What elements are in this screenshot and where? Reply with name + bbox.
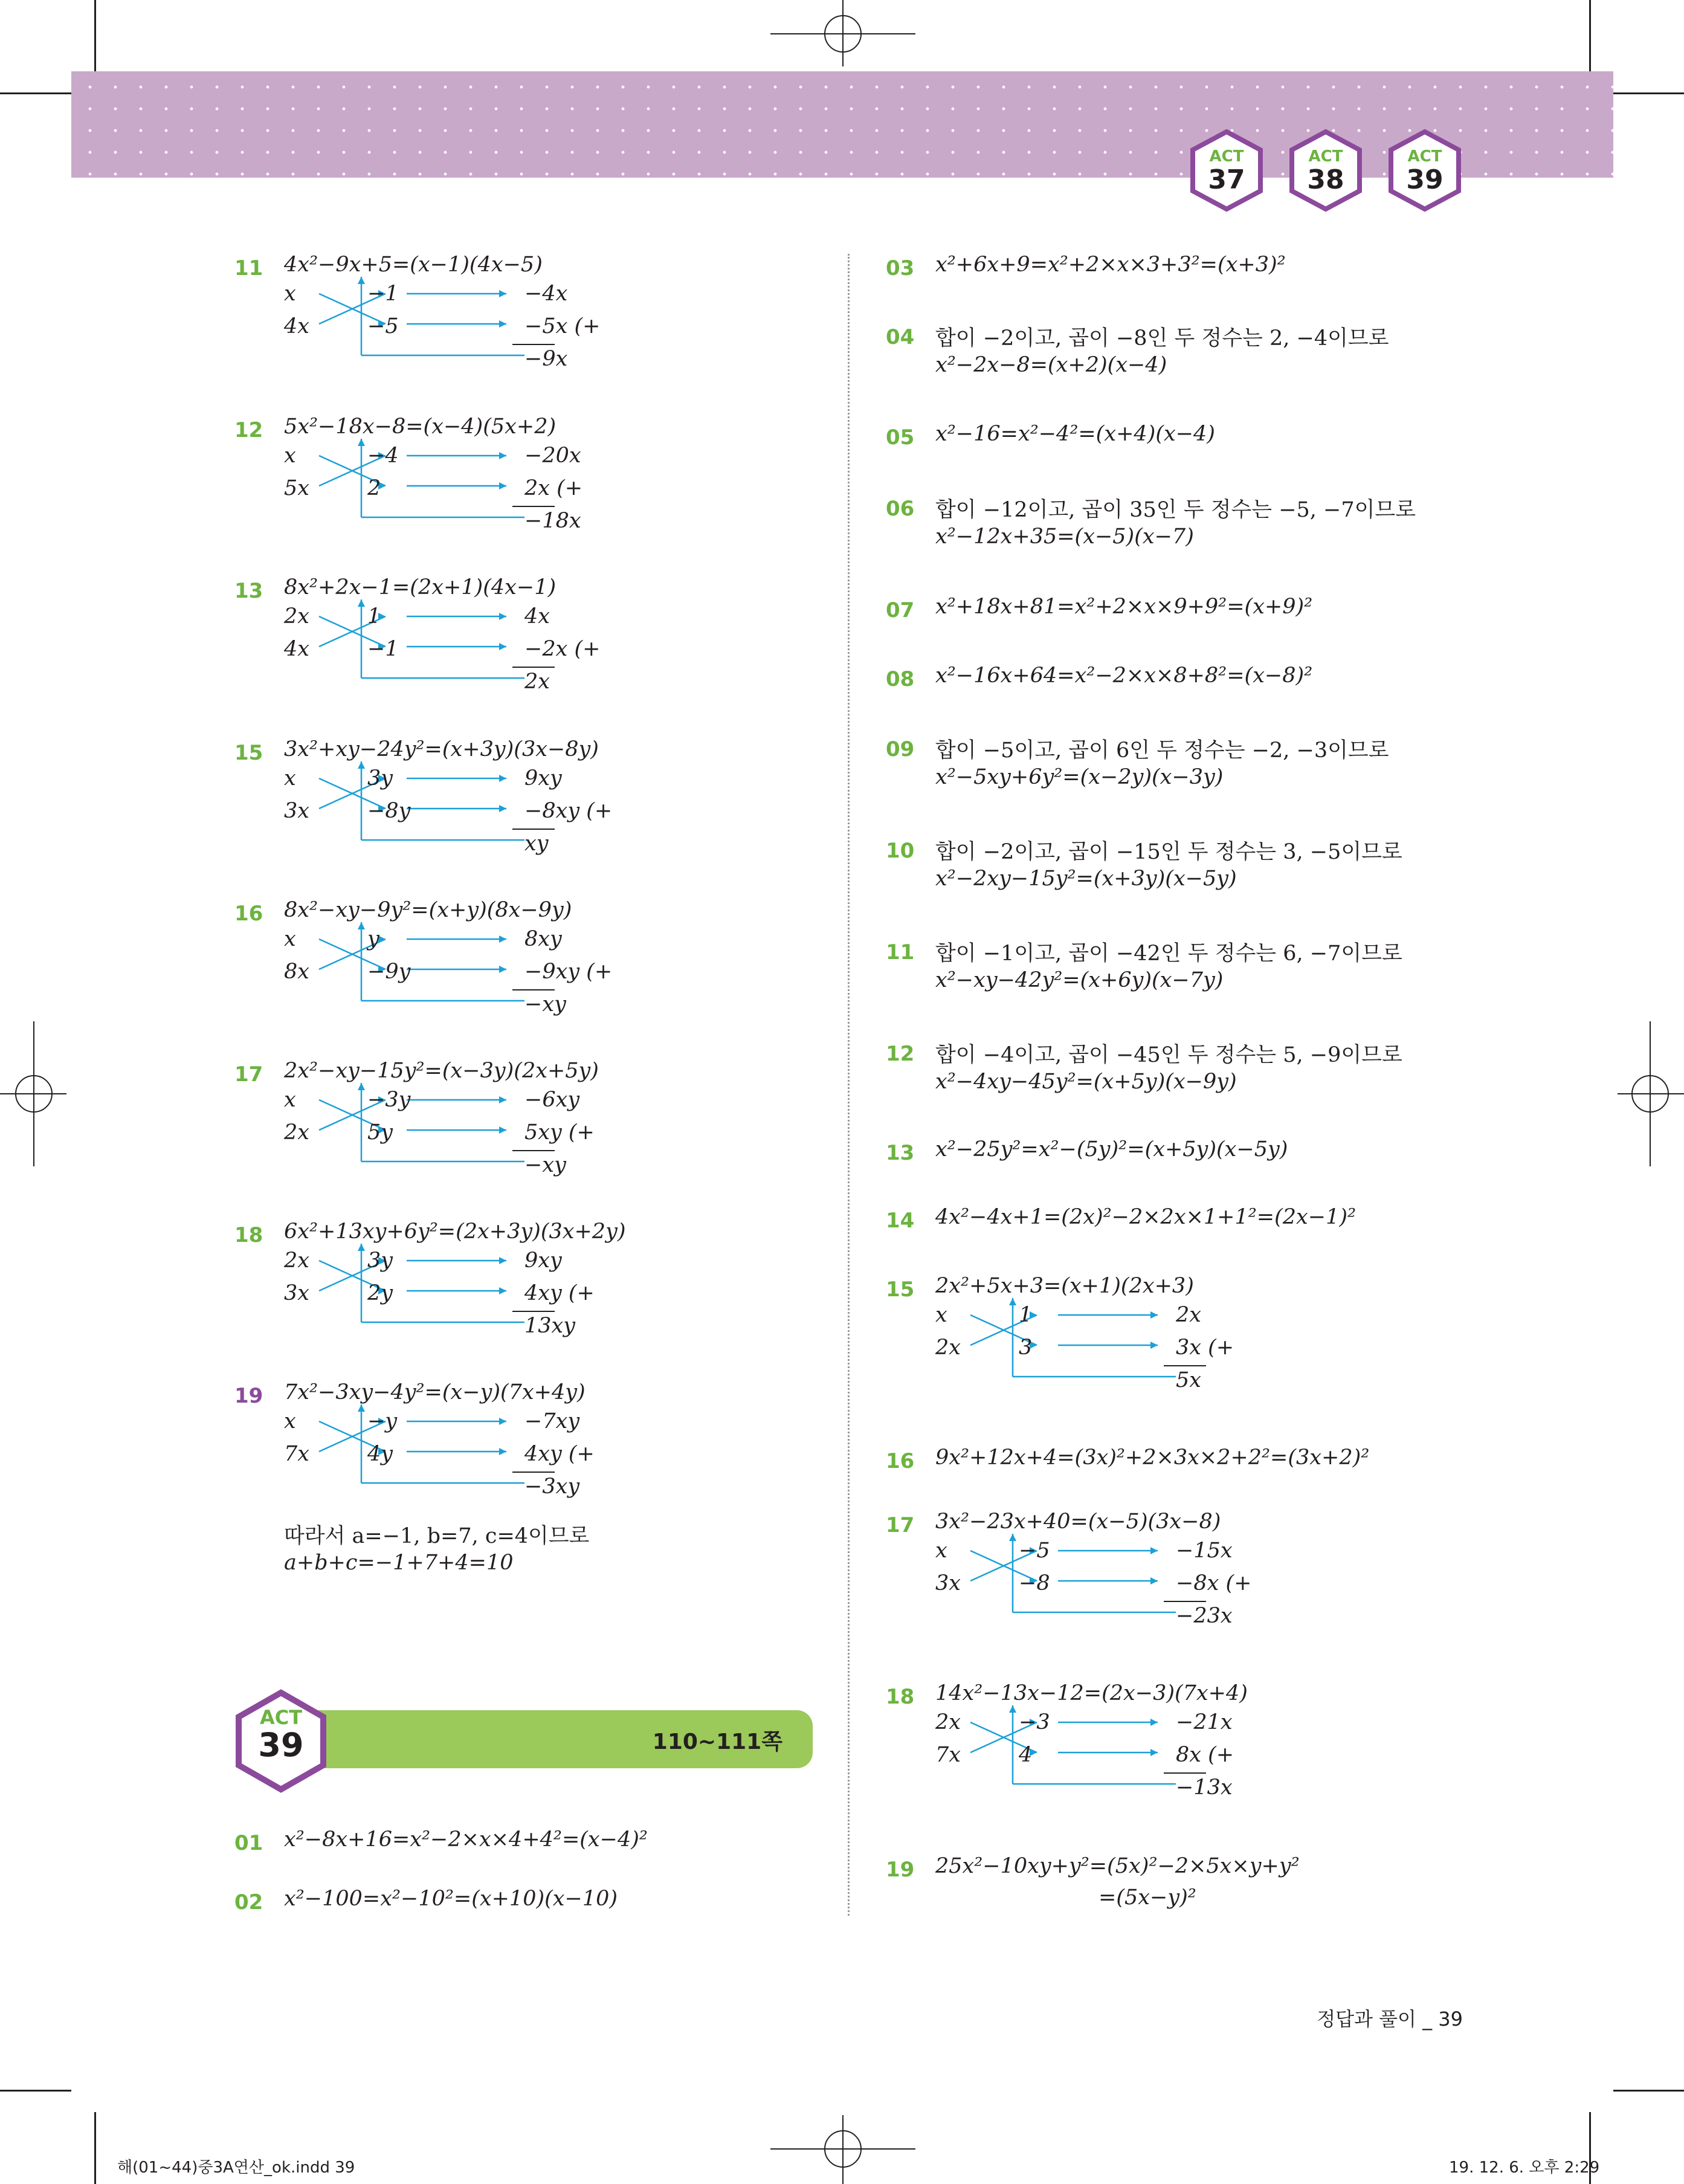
factor-right: −1 — [367, 282, 399, 306]
product-term: 2x (+ — [524, 476, 583, 500]
arrow-head — [1150, 1577, 1158, 1585]
equation: x²−100=x²−10²=(x+10)(x−10) — [284, 1887, 618, 1911]
item-number: 02 — [234, 1890, 263, 1914]
arrow-head — [358, 439, 365, 446]
product-term: −5x (+ — [524, 314, 601, 338]
registration-mark — [0, 1021, 66, 1166]
arrow-head — [499, 1287, 506, 1294]
problem-number: 19 — [234, 1384, 263, 1408]
arrow-head — [499, 320, 506, 328]
item-number: 03 — [886, 256, 915, 280]
problem-equation: 2x²−xy−15y²=(x−3y)(2x+5y) — [284, 1059, 599, 1083]
factor-left: x — [284, 766, 296, 790]
problem-equation: 7x²−3xy−4y²=(x−y)(7x+4y) — [284, 1380, 586, 1404]
arrow-head — [1150, 1719, 1158, 1726]
registration-mark — [770, 0, 915, 66]
crop-mark — [0, 2090, 71, 2092]
problem-number: 12 — [234, 418, 263, 442]
factor-right: 3 — [1019, 1336, 1033, 1360]
factor-right: 4y — [367, 1442, 393, 1466]
factor-right: −y — [367, 1409, 398, 1433]
factor-left: x — [284, 444, 296, 468]
act-number: 39 — [258, 1726, 304, 1764]
problem-number: 16 — [234, 902, 263, 926]
product-term: 4x — [524, 604, 550, 628]
problem-equation: 5x²−18x−8=(x−4)(5x+2) — [284, 415, 556, 439]
arrow-head — [499, 452, 506, 459]
product-term: −7xy — [524, 1409, 580, 1433]
timestamp: 19. 12. 6. 오후 2:29 — [1449, 2159, 1600, 2177]
product-term: 2x — [1176, 1303, 1202, 1327]
item-number: 12 — [886, 1042, 915, 1066]
factor-left: 7x — [935, 1743, 961, 1767]
act-badge-number: 38 — [1307, 164, 1344, 195]
item-line: x²+6x+9=x²+2×x×3+3²=(x+3)² — [935, 253, 1286, 277]
act-badge-number: 37 — [1208, 164, 1245, 195]
factor-left: 3x — [284, 1281, 310, 1305]
item-line: 4x²−4x+1=(2x)²−2×2x×1+1²=(2x−1)² — [935, 1205, 1357, 1229]
problem-equation: 8x²+2x−1=(2x+1)(4x−1) — [284, 575, 556, 599]
factor-left: 4x — [284, 314, 310, 338]
arrow-head — [499, 775, 506, 782]
product-term: 5xy (+ — [524, 1120, 595, 1145]
item-number: 01 — [234, 1831, 263, 1855]
arrow-head — [1150, 1547, 1158, 1554]
product-term: −13x — [1176, 1775, 1233, 1800]
item-number: 10 — [886, 839, 915, 863]
factor-right: −9y — [367, 960, 411, 984]
factor-left: x — [284, 282, 296, 306]
arrow-head — [499, 966, 506, 973]
crop-mark — [94, 2112, 96, 2184]
item-line: 합이 −5이고, 곱이 6인 두 정수는 −2, −3이므로 — [935, 738, 1389, 763]
factor-left: x — [935, 1303, 947, 1327]
arrow-head — [358, 922, 365, 929]
item-line: x²−12x+35=(x−5)(x−7) — [935, 525, 1194, 549]
item-number: 08 — [886, 667, 915, 691]
equation: =(5x−y)² — [1098, 1885, 1196, 1910]
product-term: −4x — [524, 282, 568, 306]
item-number: 13 — [886, 1141, 915, 1165]
factor-right: 3y — [367, 1249, 393, 1273]
arrow-head — [499, 1418, 506, 1425]
page-range: 110~111쪽 — [652, 1730, 782, 1754]
item-number: 14 — [886, 1209, 915, 1233]
act-badge-word: ACT — [1209, 147, 1244, 166]
item-number: 19 — [886, 1858, 915, 1882]
factor-left: 3x — [284, 799, 310, 823]
product-term: −6xy — [524, 1088, 580, 1112]
item-line: x²−4xy−45y²=(x+5y)(x−9y) — [935, 1070, 1237, 1094]
product-term: −18x — [524, 509, 581, 533]
arrow-head — [499, 1257, 506, 1264]
factor-left: 5x — [284, 476, 310, 500]
factor-right: −8 — [1019, 1571, 1050, 1595]
product-term: xy — [524, 832, 549, 856]
equation: x²−8x+16=x²−2×x×4+4²=(x−4)² — [284, 1827, 648, 1852]
act-badge-number: 39 — [1406, 164, 1444, 195]
arrow-head — [1009, 1298, 1016, 1305]
product-term: −15x — [1176, 1539, 1233, 1563]
arrow-head — [499, 643, 506, 650]
factor-left: 2x — [935, 1710, 961, 1734]
cross-diagram — [301, 761, 555, 864]
arrow-head — [1150, 1749, 1158, 1756]
cross-diagram — [301, 599, 555, 702]
cross-diagram — [301, 1083, 555, 1186]
factor-left: x — [284, 1088, 296, 1112]
problem-number: 17 — [234, 1062, 263, 1087]
factor-right: −1 — [367, 637, 399, 661]
arrow-head — [1150, 1311, 1158, 1319]
problem-equation: 4x²−9x+5=(x−1)(4x−5) — [284, 253, 543, 277]
item-line: 합이 −2이고, 곱이 −15인 두 정수는 3, −5이므로 — [935, 840, 1402, 864]
product-term: 2x — [524, 670, 550, 694]
problem-equation: 3x²+xy−24y²=(x+3y)(3x−8y) — [284, 737, 599, 761]
item-line: 합이 −2이고, 곱이 −8인 두 정수는 2, −4이므로 — [935, 326, 1389, 351]
item-line: 합이 −4이고, 곱이 −45인 두 정수는 5, −9이므로 — [935, 1043, 1402, 1067]
product-term: −9x — [524, 347, 568, 371]
conclusion-line: 따라서 a=−1, b=7, c=4이므로 — [284, 1524, 590, 1548]
factor-right: 1 — [367, 604, 381, 628]
item-line: x²−16x+64=x²−2×x×8+8²=(x−8)² — [935, 664, 1313, 688]
problem-number: 15 — [886, 1278, 915, 1302]
problem-number: 18 — [886, 1685, 915, 1709]
product-term: 9xy — [524, 1249, 562, 1273]
problem-number: 17 — [886, 1513, 915, 1537]
product-term: 8x (+ — [1176, 1743, 1234, 1767]
factor-left: 2x — [284, 1120, 310, 1145]
arrow-head — [358, 761, 365, 769]
factor-left: 2x — [935, 1336, 961, 1360]
factor-left: 4x — [284, 637, 310, 661]
cross-diagram — [952, 1534, 1206, 1636]
product-term: 3x (+ — [1176, 1336, 1234, 1360]
crop-mark — [1613, 2090, 1684, 2092]
registration-mark — [770, 2115, 915, 2184]
arrow-head — [499, 1126, 506, 1134]
problem-number: 11 — [234, 256, 263, 280]
arrow-head — [499, 805, 506, 812]
crop-mark — [1613, 92, 1684, 94]
arrow-head — [499, 482, 506, 489]
item-line: x²−5xy+6y²=(x−2y)(x−3y) — [935, 765, 1224, 789]
cross-diagram — [952, 1705, 1206, 1808]
equation: 9x²+12x+4=(3x)²+2×3x×2+2²=(3x+2)² — [935, 1446, 1370, 1470]
item-number: 07 — [886, 598, 915, 622]
page-label: 정답과 풀이 _ 39 — [1317, 2008, 1463, 2031]
arrow-head — [1009, 1534, 1016, 1541]
item-line: x²−xy−42y²=(x+6y)(x−7y) — [935, 968, 1224, 992]
factor-left: 8x — [284, 960, 310, 984]
product-term: 4xy (+ — [524, 1442, 595, 1466]
factor-left: x — [284, 1409, 296, 1433]
factor-left: 2x — [284, 1249, 310, 1273]
item-number: 16 — [886, 1449, 915, 1473]
file-info: 해(01~44)중3A연산_ok.indd 39 — [117, 2159, 355, 2177]
arrow-head — [499, 290, 506, 297]
product-term: −20x — [524, 444, 581, 468]
arrow-head — [1009, 1705, 1016, 1713]
factor-left: x — [935, 1539, 947, 1563]
factor-right: 3y — [367, 766, 393, 790]
arrow-head — [358, 1083, 365, 1090]
problem-equation: 6x²+13xy+6y²=(2x+3y)(3x+2y) — [284, 1220, 626, 1244]
factor-right: y — [367, 927, 379, 951]
product-term: 9xy — [524, 766, 562, 790]
item-number: 09 — [886, 737, 915, 761]
cross-diagram — [301, 1244, 555, 1346]
cross-diagram — [301, 922, 555, 1025]
product-term: 4xy (+ — [524, 1281, 595, 1305]
factor-right: 2y — [367, 1281, 393, 1305]
problem-equation: 3x²−23x+40=(x−5)(3x−8) — [935, 1510, 1221, 1534]
header-banner — [71, 71, 1613, 178]
conclusion-line: a+b+c=−1+7+4=10 — [284, 1551, 514, 1575]
act-badge-word: ACT — [1407, 147, 1442, 166]
factor-right: −3 — [1019, 1710, 1050, 1734]
product-term: −23x — [1176, 1604, 1233, 1628]
arrow-head — [358, 277, 365, 284]
problem-equation: 8x²−xy−9y²=(x+y)(8x−9y) — [284, 898, 572, 922]
item-line: 합이 −12이고, 곱이 35인 두 정수는 −5, −7이므로 — [935, 498, 1416, 522]
factor-left: x — [284, 927, 296, 951]
product-term: −9xy (+ — [524, 960, 613, 984]
factor-right: 4 — [1019, 1743, 1033, 1767]
product-term: 8xy — [524, 927, 562, 951]
arrow-head — [499, 1096, 506, 1103]
cross-diagram — [301, 439, 555, 541]
item-number: 06 — [886, 497, 915, 521]
item-line: x²+18x+81=x²+2×x×9+9²=(x+9)² — [935, 595, 1313, 619]
cross-diagram — [952, 1298, 1206, 1401]
arrow-head — [358, 1404, 365, 1412]
cross-diagram — [301, 1404, 555, 1507]
factor-right: −5 — [367, 314, 399, 338]
factor-right: −3y — [367, 1088, 411, 1112]
product-term: −2x (+ — [524, 637, 601, 661]
item-line: x²−2xy−15y²=(x+3y)(x−5y) — [935, 867, 1237, 891]
act-badge-word: ACT — [1308, 147, 1343, 166]
factor-left: 3x — [935, 1571, 961, 1595]
factor-right: 5y — [367, 1120, 393, 1145]
factor-left: 7x — [284, 1442, 310, 1466]
problem-number: 13 — [234, 579, 263, 603]
product-term: −21x — [1176, 1710, 1233, 1734]
product-term: −8xy (+ — [524, 799, 613, 823]
product-term: 5x — [1176, 1368, 1202, 1392]
item-number: 11 — [886, 940, 915, 964]
arrow-head — [358, 599, 365, 607]
problem-equation: 14x²−13x−12=(2x−3)(7x+4) — [935, 1681, 1248, 1705]
item-number: 04 — [886, 325, 915, 349]
arrow-head — [499, 1448, 506, 1455]
cross-diagram — [301, 277, 555, 380]
factor-right: −8y — [367, 799, 411, 823]
product-term: −3xy — [524, 1475, 580, 1499]
problem-number: 18 — [234, 1223, 263, 1247]
act-word: ACT — [259, 1706, 303, 1729]
item-line: 합이 −1이고, 곱이 −42인 두 정수는 6, −7이므로 — [935, 942, 1402, 966]
product-term: −xy — [524, 1153, 566, 1177]
factor-right: −4 — [367, 444, 399, 468]
factor-left: 2x — [284, 604, 310, 628]
column-divider — [848, 254, 850, 1916]
item-line: x²−25y²=x²−(5y)²=(x+5y)(x−5y) — [935, 1137, 1288, 1161]
item-line: x²−16=x²−4²=(x+4)(x−4) — [935, 422, 1215, 446]
product-term: −8x (+ — [1176, 1571, 1252, 1595]
factor-right: −5 — [1019, 1539, 1050, 1563]
arrow-head — [499, 613, 506, 620]
product-term: −xy — [524, 992, 566, 1016]
item-number: 05 — [886, 425, 915, 450]
arrow-head — [358, 1244, 365, 1251]
registration-mark — [1618, 1021, 1684, 1166]
crop-mark — [0, 92, 71, 94]
arrow-head — [1150, 1342, 1158, 1349]
problem-equation: 2x²+5x+3=(x+1)(2x+3) — [935, 1274, 1194, 1298]
item-line: x²−2x−8=(x+2)(x−4) — [935, 353, 1167, 377]
equation: 25x²−10xy+y²=(5x)²−2×5x×y+y² — [935, 1854, 1300, 1878]
factor-right: 2 — [367, 476, 381, 500]
arrow-head — [499, 935, 506, 943]
product-term: 13xy — [524, 1314, 576, 1338]
problem-number: 15 — [234, 741, 263, 765]
act-39-bar — [272, 1710, 813, 1768]
factor-right: 1 — [1019, 1303, 1033, 1327]
